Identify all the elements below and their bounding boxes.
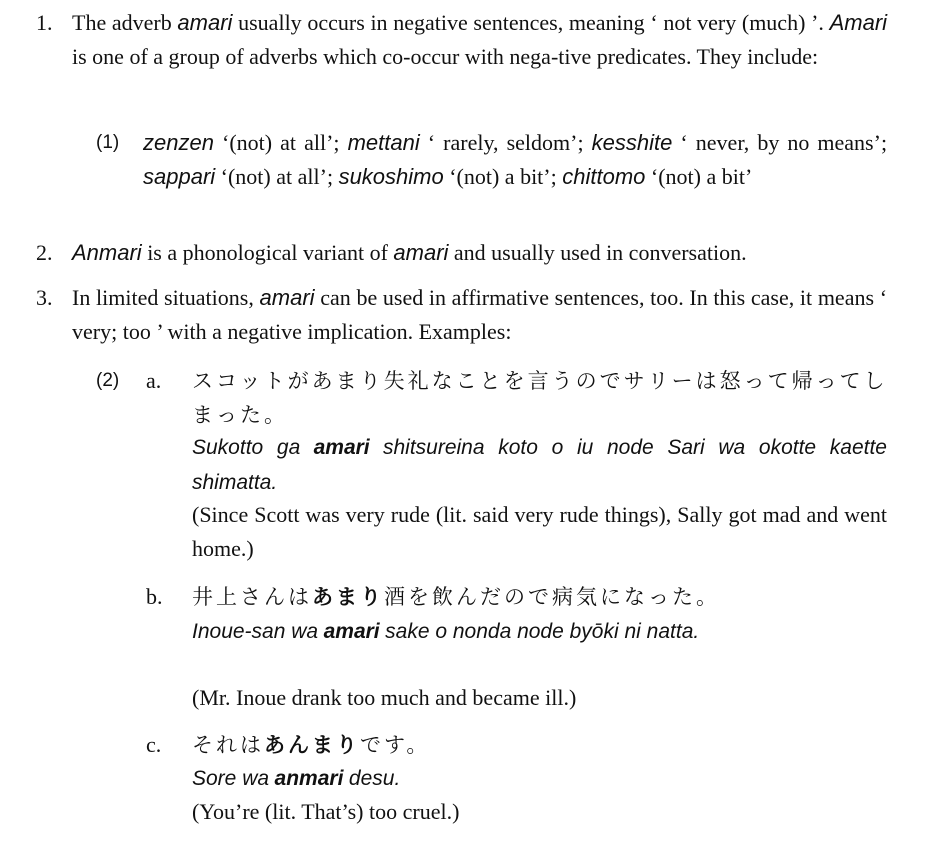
gloss-zenzen: ‘(not) at all’; <box>222 130 340 155</box>
example-a-japanese-line-1: スコットがあまり失礼なことを言うのでサリーは怒って帰ってし <box>192 369 888 393</box>
note-2-part1: is a phonological variant of <box>147 240 388 265</box>
example-c-translation: (You’re (lit. That’s) too cruel.) <box>192 799 460 824</box>
term-amari-cap: Amari <box>829 10 888 35</box>
note-3-part1: In limited situations, <box>72 285 254 310</box>
example-b-letter: b. <box>146 584 163 609</box>
jp-c-post: です。 <box>360 733 431 757</box>
term-amari-2: amari <box>393 240 449 265</box>
example-a-letter: a. <box>146 368 162 393</box>
jp-b-keyword: あまり <box>312 585 384 609</box>
gloss-mettani: ‘ rarely, seldom’; <box>427 130 584 155</box>
romaji-c-pre: Sore wa <box>192 767 270 790</box>
example-a-japanese-line-2: まった。 <box>192 403 288 427</box>
gloss-kesshite: ‘ never, by no means’; <box>680 130 888 155</box>
example-c-romaji <box>192 761 887 796</box>
gloss-sukoshimo: ‘(not) a bit’; <box>449 164 557 189</box>
jp-b-pre: 井上さんは <box>192 585 312 609</box>
note-2-text <box>72 236 887 270</box>
example-c-letter: c. <box>146 732 162 757</box>
list-1-label: (1) <box>96 132 120 153</box>
term-sukoshimo: sukoshimo <box>338 164 444 189</box>
note-1-number: 1. <box>36 10 53 35</box>
examples-label: (2) <box>96 370 120 391</box>
example-a-translation: (Since Scott was very rude (lit. said very rude things), Sally got mad and went home.) <box>192 502 887 561</box>
note-3-part2: can be used in affirmative sentences, too. In this case, it means ‘ very; too ’ with a negative implication. Examples: <box>72 285 888 344</box>
example-b-japanese <box>192 580 892 614</box>
term-chittomo: chittomo <box>562 164 646 189</box>
example-b-romaji <box>192 614 887 649</box>
term-mettani: mettani <box>347 130 420 155</box>
note-2-number: 2. <box>36 240 53 265</box>
term-sappari: sappari <box>143 164 216 189</box>
example-b-translation: (Mr. Inoue drank too much and became ill.) <box>192 685 577 710</box>
example-a-romaji <box>192 430 887 500</box>
jp-c-pre: それは <box>192 733 264 757</box>
term-zenzen: zenzen <box>143 130 214 155</box>
note-3-text <box>72 281 887 349</box>
note-1-text: The adverb amari usually occurs in negative sentences, meaning ‘ not very (much) ’. Amari is one of a group of adverbs which co-occur with nega-tive predicates. They include: <box>72 10 888 69</box>
romaji-c-keyword: anmari <box>274 767 344 790</box>
gloss-chittomo: ‘(not) a bit’ <box>650 164 753 189</box>
romaji-a-pre: Sukotto ga <box>192 436 301 459</box>
romaji-b-pre: Inoue-san wa <box>192 620 319 643</box>
example-c-japanese <box>192 728 892 762</box>
term-kesshite: kesshite <box>591 130 673 155</box>
romaji-b-post: sake o nonda node byōki ni natta. <box>385 620 700 643</box>
romaji-a-keyword: amari <box>313 436 370 459</box>
gloss-sappari: ‘(not) at all’; <box>220 164 334 189</box>
jp-c-keyword: あんまり <box>264 733 360 757</box>
list-1-text <box>143 126 887 194</box>
romaji-a-post: shitsureina koto o iu node Sari wa okotte kaette shimatta. <box>192 436 887 494</box>
note-1-part1: usually occurs in negative sentences, meaning ‘ not very (much) ’. <box>238 10 824 35</box>
term-amari-3: amari <box>259 285 315 310</box>
jp-b-post: 酒を飲んだので病気になった。 <box>384 585 720 609</box>
note-3-number: 3. <box>36 285 53 310</box>
note-1-part2: is one of a group of adverbs which co-occur with nega-tive predicates. They include: <box>72 44 819 69</box>
term-anmari: Anmari <box>72 240 142 265</box>
romaji-c-post: desu. <box>348 767 401 790</box>
romaji-b-keyword: amari <box>323 620 380 643</box>
term-amari: amari <box>177 10 233 35</box>
note-2-part2: and usually used in conversation. <box>453 240 747 265</box>
